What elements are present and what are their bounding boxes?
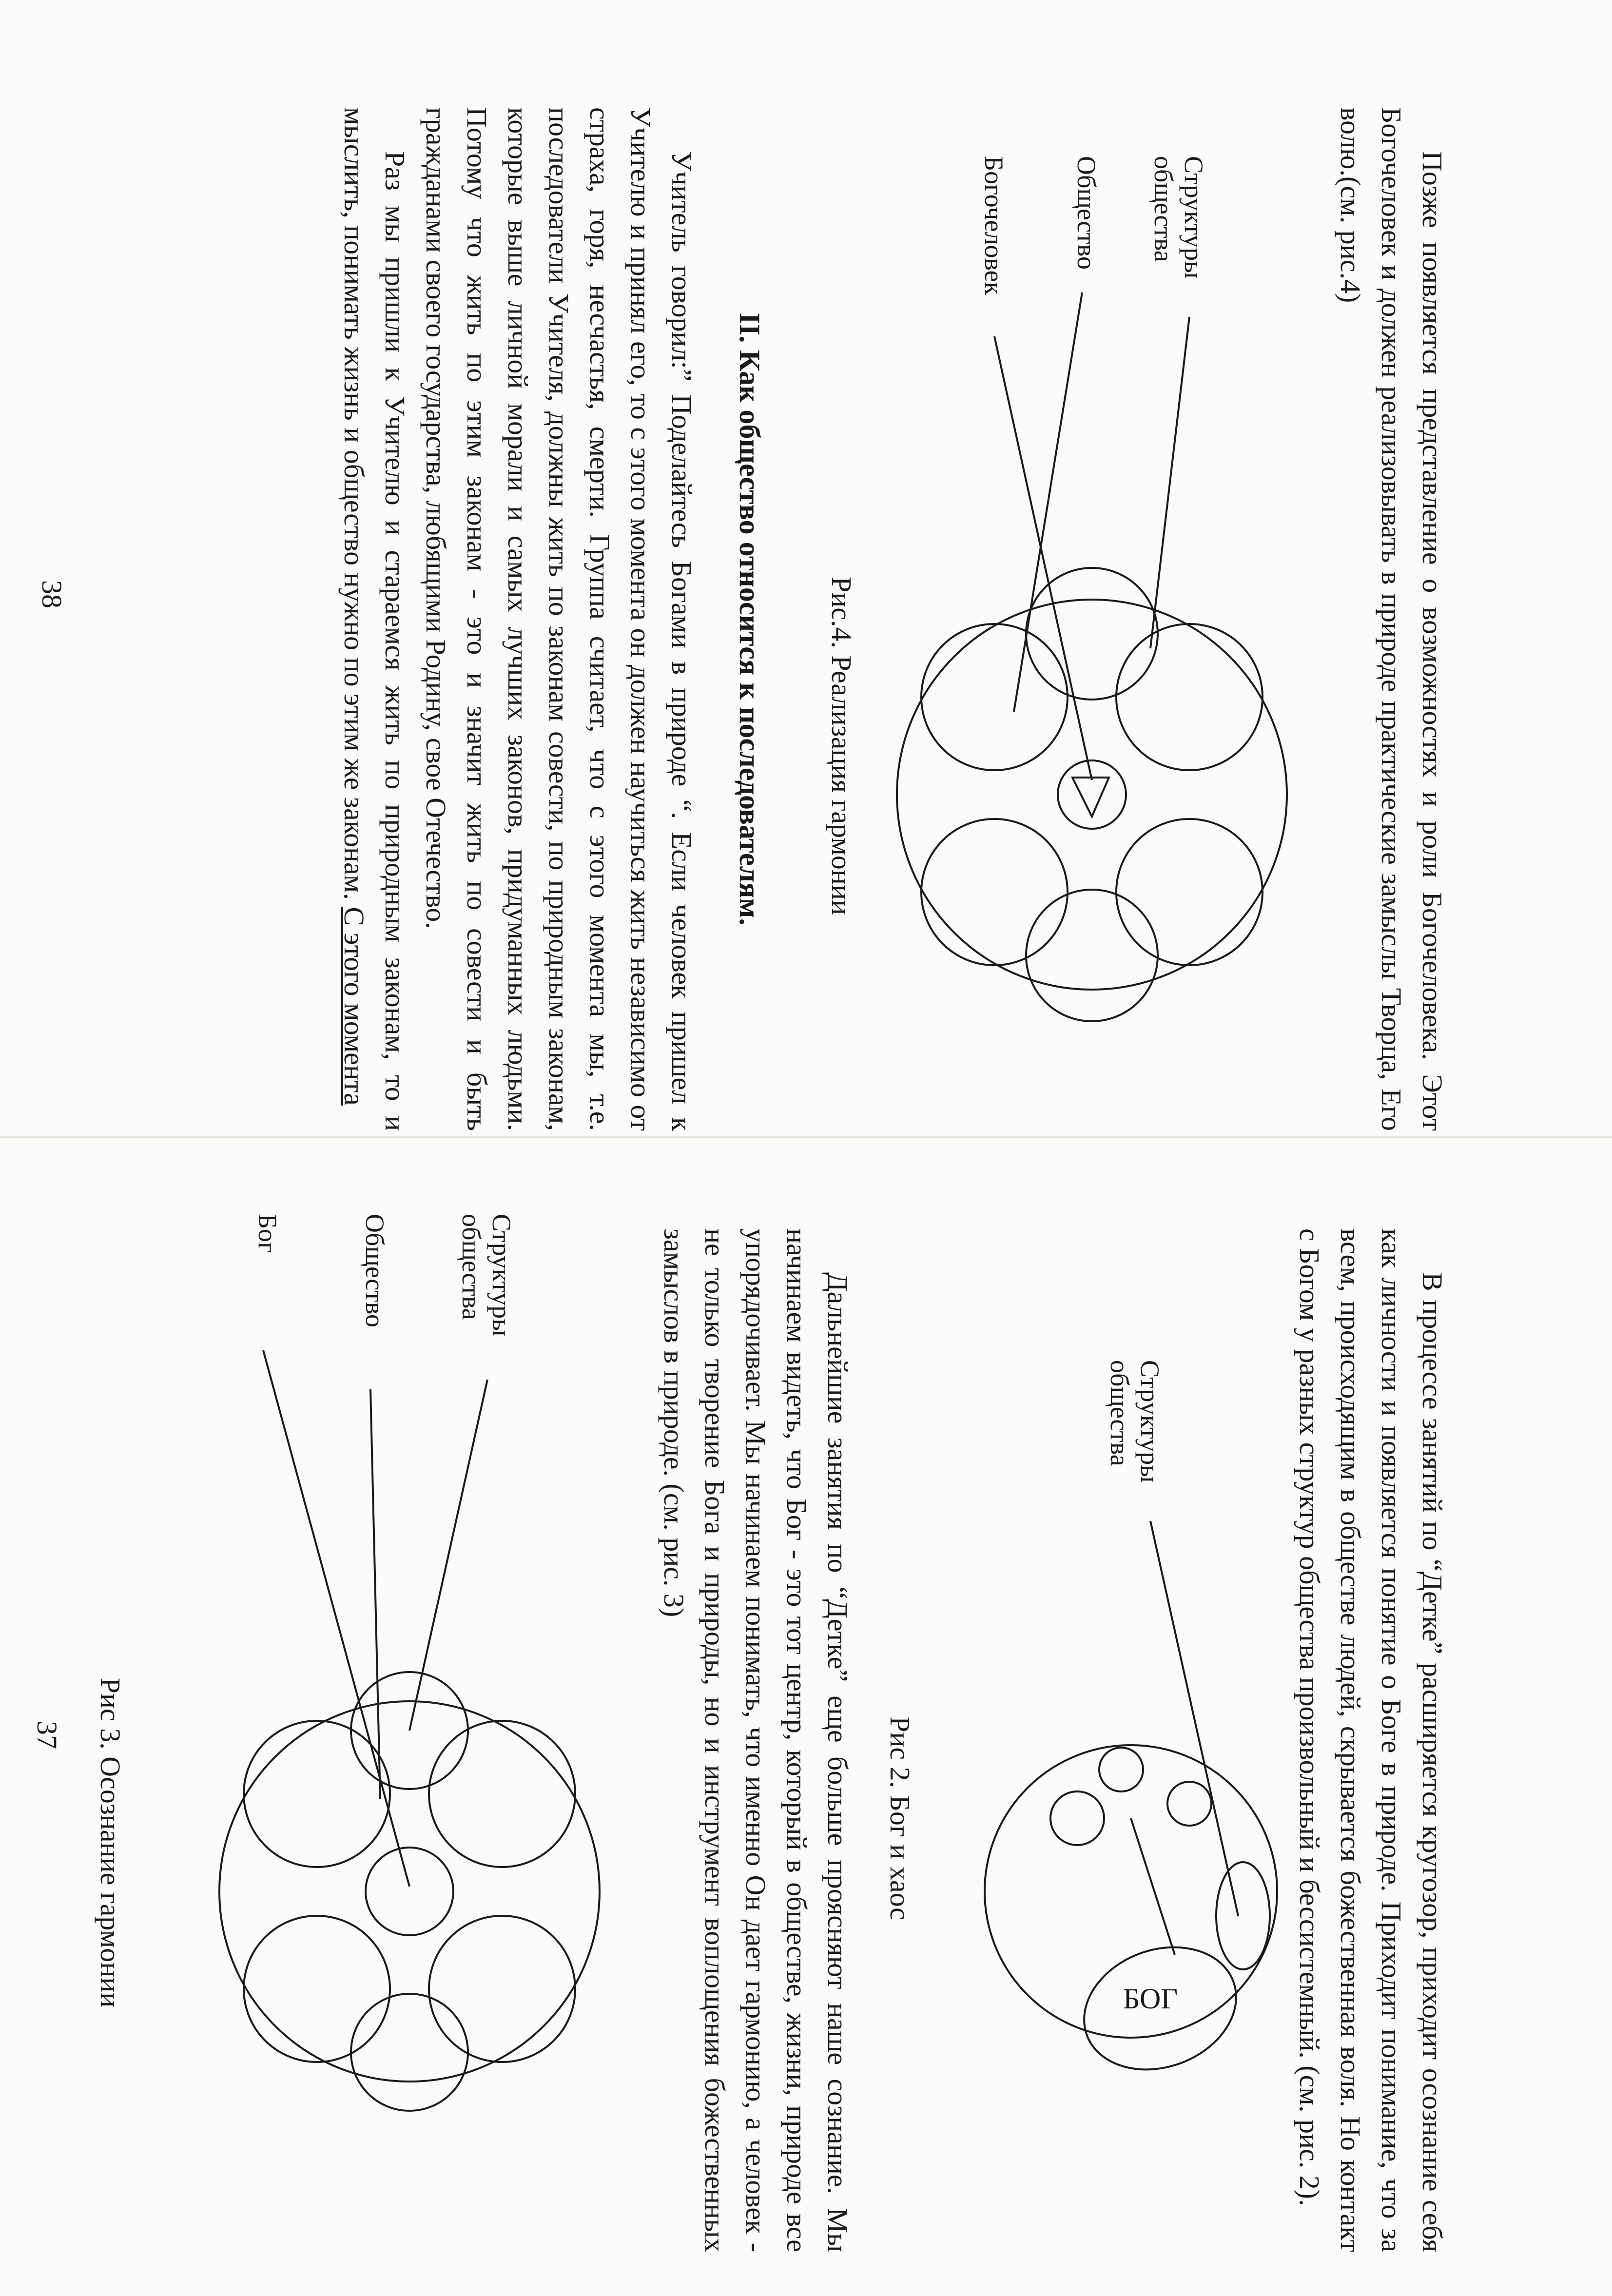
- fig2-label-structures: Структуры общества: [1105, 1360, 1165, 1483]
- fig3-pointer-structures: [409, 1380, 487, 1731]
- page38-body: [333, 107, 702, 1131]
- fig4-inner-circle: [1116, 624, 1262, 770]
- fig3-label-structures: Структуры общества: [457, 1214, 516, 1337]
- page37-para1: В процессе занятий по “Детке” расширяется кругозор, приходит осознание себя как личности и появляется понятие о Боге в природе. Приходит понимание, что за всем, происходящим в обществе людей, скрывается божественная воля. Но контакт с Богом у разных структур общества произвольный и бессистемный. (см. рис. 2).: [1294, 1228, 1448, 2252]
- section-heading: II. Как общество относится к последователям.: [734, 312, 766, 926]
- fig3-center-circle: [366, 1848, 453, 1935]
- fig4-caption: Рис.4. Реализация гармонии: [826, 576, 857, 915]
- page38-para3: [333, 107, 415, 1131]
- page38-para2: Учитель говорил:” Поделайтесь Богами в природе “. Если человек пришел к Учителю и принял его, то с этого момента он должен научиться жить независимо от страха, горя, несчастья, смерти. Группа считает, что с этого момента мы, т.е. последователи Учителя, должны жить по законам совести, по природным законам, которые выше личной морали и самых лучших законов, придуманных людьми. Потому что жить по этим законам - это и значит жить по совести и быть гражданами своего государства, любящими Родину, свое Отечество.: [420, 107, 698, 1131]
- fig3-inner-circle: [244, 1721, 390, 1867]
- fig3-inner-circle: [351, 1994, 468, 2111]
- fig4-diagram: [877, 63, 1462, 1175]
- fig4-pointer-godman: [994, 336, 1092, 780]
- fig4-label-society: Общество: [1072, 156, 1101, 270]
- fig3-outer-circle: [219, 1701, 600, 2082]
- fig4-inner-circle: [921, 819, 1068, 965]
- fig4-inner-circle: [1026, 568, 1158, 700]
- fig3-pointer-society: [370, 1389, 380, 1799]
- fig3-pointer-god: [263, 1350, 409, 1887]
- fig2-diagram: [877, 1185, 1462, 2296]
- fig4-label-structures: Структуры общества: [1149, 156, 1208, 279]
- page38-para3-main: Раз мы пришли к Учителю и стараемся жить по природным законам, то и мыслить, понимать жизнь и общество нужно по этим же законам.: [338, 107, 411, 1131]
- page38-para1: Позже появляется представление о возможностях и роли Богочеловека. Этот Богочеловек и должен реализовывать в природе практические замыслы Творца, Его волю.(см. рис.4): [1335, 107, 1448, 1131]
- fig3-label-god: Бог: [253, 1214, 282, 1253]
- fig2-structure-circle: [1099, 1748, 1143, 1791]
- fig4-label-godman: Богочеловек: [979, 156, 1009, 295]
- fig3-caption: Рис 3. Осознание гармонии: [95, 1677, 126, 2008]
- fig2-pointer-structures: [1131, 1521, 1238, 1955]
- fig3-diagram: [146, 1185, 682, 2296]
- page38-para3-underlined: С этого момента: [338, 907, 370, 1106]
- fig4-inner-circle: [921, 624, 1068, 770]
- fig2-structure-circle: [1167, 1782, 1211, 1826]
- fig4-pointer-structures: [1150, 317, 1189, 648]
- fig2-caption: Рис 2. Бог и хаос: [884, 1716, 916, 1920]
- fig3-inner-circle: [429, 1721, 575, 1867]
- page-38: [0, 63, 1462, 1175]
- fig3-inner-circle: [429, 1916, 575, 2062]
- fig4-inner-circle: [1026, 890, 1158, 1021]
- fig2-structure-circle: [1050, 1791, 1104, 1845]
- fig3-label-society: Общество: [360, 1214, 389, 1328]
- page37-para2: Дальнейшие занятия по “Детке” еще больше проясняют наше сознание. Мы начинаем видеть, что Бог - это тот центр, который в обществе, жизни, природе все упорядочивает. Мы начинаем понимать, что именно Он дает гармонию, а человек - не только творение Бога и природы, но и инструмент воплощения божественных замыслов в природе. (см. рис. 3): [658, 1228, 854, 2252]
- page-number-38: 38: [36, 580, 68, 608]
- fig4-inner-circle: [1116, 819, 1262, 965]
- fig2-center-label: БОГ: [1123, 1983, 1178, 2015]
- fig2-structure-ellipse: [1216, 1862, 1270, 1969]
- fig4-triangle-icon: [1072, 778, 1109, 817]
- fig3-inner-circle: [244, 1916, 390, 2062]
- fig4-pointer-society: [1014, 292, 1082, 712]
- page-number-37: 37: [31, 1721, 63, 1749]
- page37-mid-paragraph: [653, 1228, 858, 2252]
- fig4-outer-circle: [897, 600, 1287, 990]
- page-37: [0, 1185, 1462, 2296]
